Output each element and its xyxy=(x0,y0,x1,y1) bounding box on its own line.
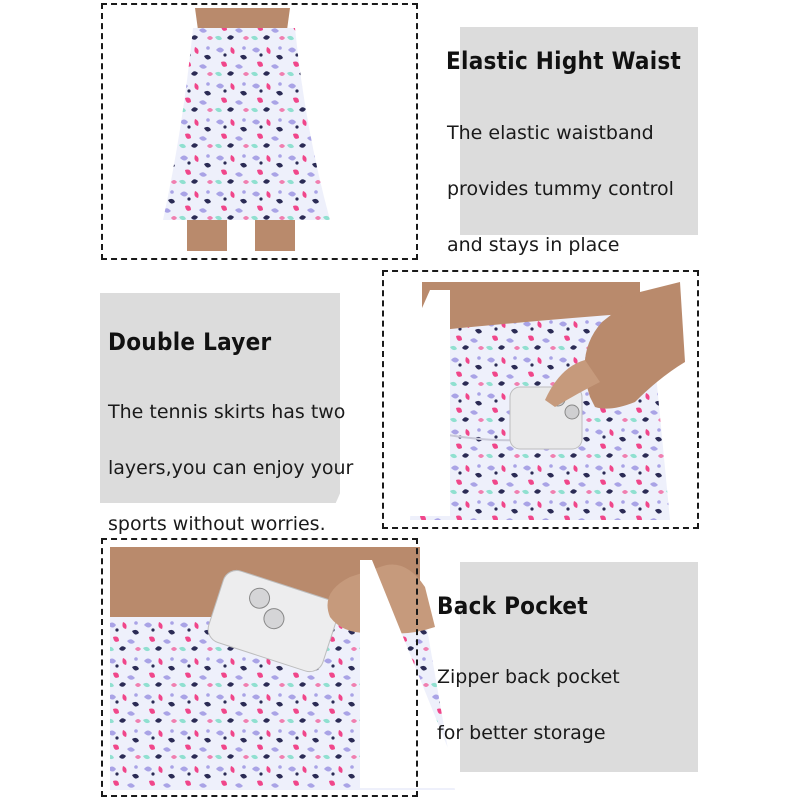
desc-back-pocket xyxy=(437,635,620,775)
desc-double-layer xyxy=(108,370,353,566)
desc-line: Zipper back pocket xyxy=(437,666,620,688)
desc-line: sports without worries. xyxy=(108,513,326,535)
title-elastic-waist: Elastic Hight Waist xyxy=(446,47,682,75)
desc-line: The tennis skirts has two xyxy=(108,401,346,423)
title-back-pocket: Back Pocket xyxy=(437,592,588,620)
desc-line: provides tummy control xyxy=(447,178,674,200)
frame-double-layer xyxy=(382,270,699,529)
desc-line: for better storage xyxy=(437,722,606,744)
desc-line: and stays in place xyxy=(447,234,620,256)
frame-elastic-waist xyxy=(101,3,418,260)
desc-line: layers,you can enjoy your xyxy=(108,457,354,479)
desc-line: The elastic waistband xyxy=(447,122,654,144)
title-double-layer: Double Layer xyxy=(108,328,272,356)
frame-back-pocket xyxy=(101,538,418,797)
